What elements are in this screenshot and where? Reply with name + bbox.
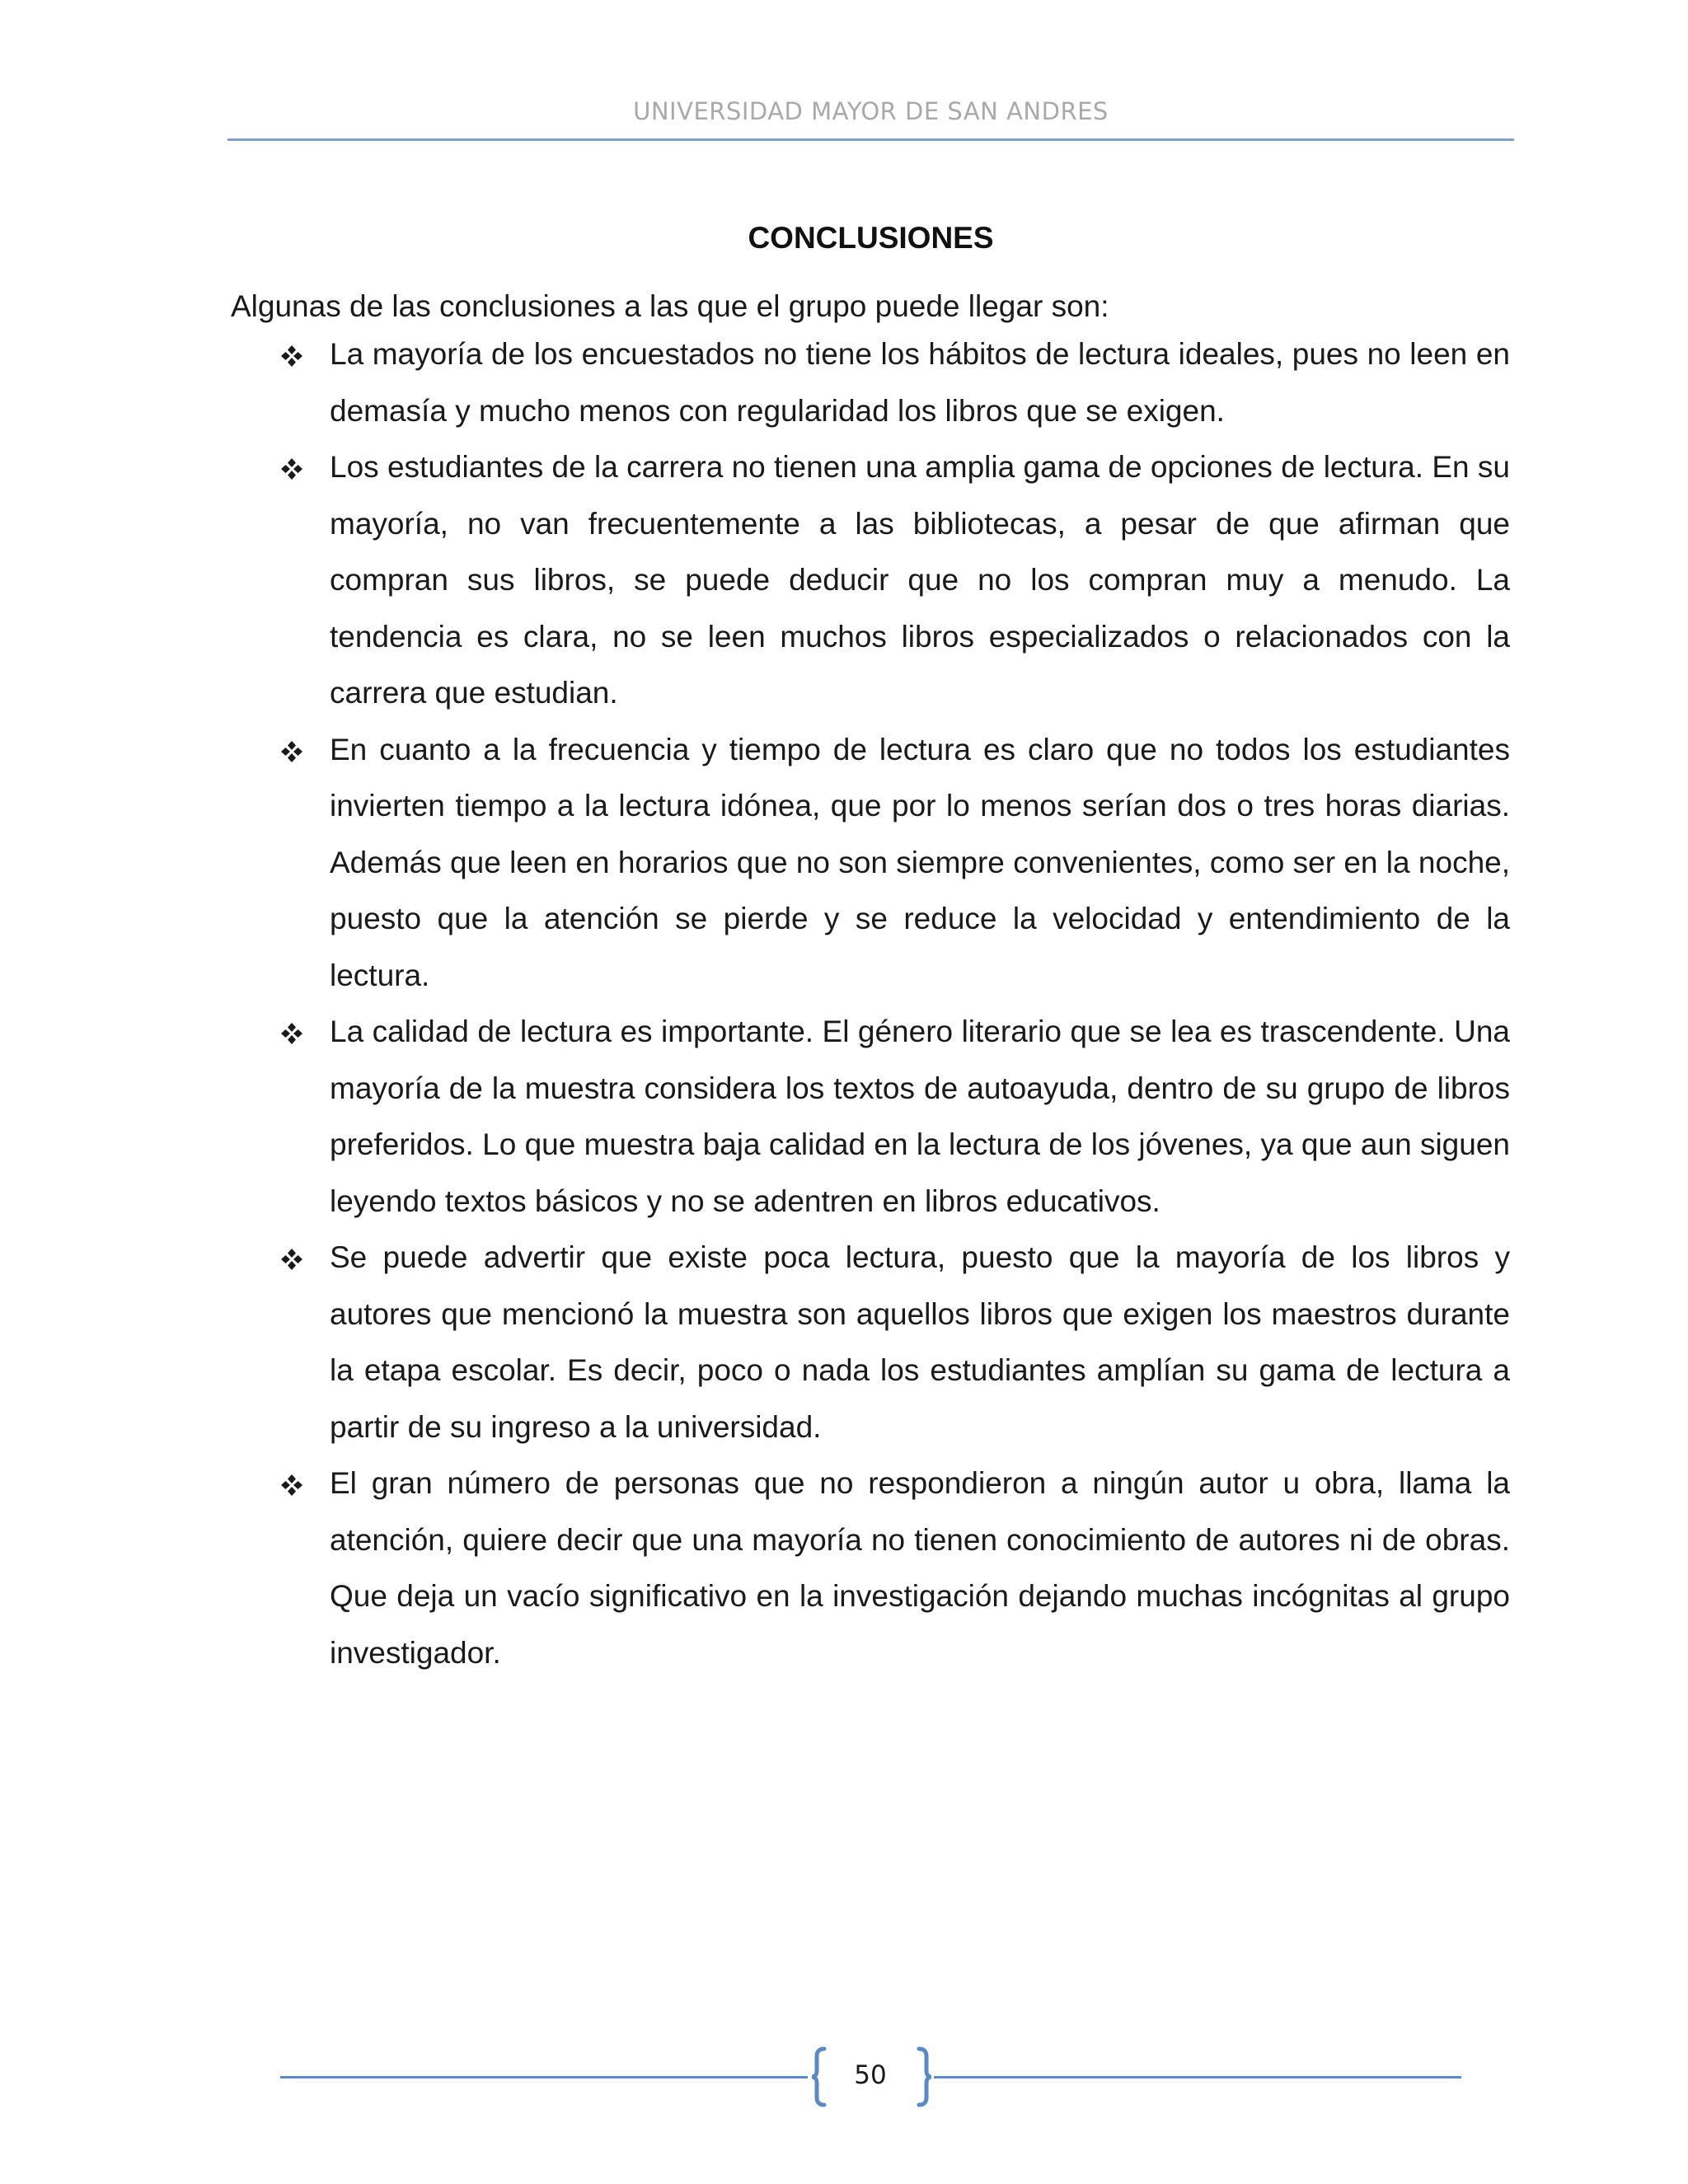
list-item-text: El gran número de personas que no respondieron a ningún autor u obra, llama la atención, quiere decir que una mayoría no tienen conocimiento de autores ni de obras. Que deja un vacío significativo en la investigación dejando muchas incógnitas al grupo investigador. [330, 1466, 1510, 1670]
list-item [330, 1004, 1510, 1230]
list-item-text: La mayoría de los encuestados no tiene los hábitos de lectura ideales, pues no leen en demasía y mucho menos con regularidad los libros que se exigen. [330, 337, 1510, 428]
four-diamond-bullet-icon [280, 1474, 303, 1497]
list-item [330, 1455, 1510, 1681]
four-diamond-bullet-icon [280, 740, 303, 763]
four-diamond-bullet-icon [280, 1248, 303, 1271]
conclusions-list [330, 326, 1510, 1681]
section-title: CONCLUSIONES [748, 221, 994, 255]
right-curly-bracket-icon [916, 2046, 934, 2107]
four-diamond-bullet-icon [280, 1022, 303, 1045]
list-item [330, 722, 1510, 1005]
footer-rule-right [934, 2076, 1461, 2079]
running-header: UNIVERSIDAD MAYOR DE SAN ANDRES [633, 97, 1109, 125]
four-diamond-bullet-icon [280, 457, 303, 480]
list-item-text: Los estudiantes de la carrera no tienen una amplia gama de opciones de lectura. En su mayoría, no van frecuentemente a las bibliotecas, a pesar de que afirman que compran sus libros, se puede deducir que no los compran muy a menudo. La tendencia es clara, no se leen muchos libros especializados o relacionados con la carrera que estudian. [330, 450, 1510, 710]
list-item [330, 439, 1510, 722]
list-item-text: En cuanto a la frecuencia y tiempo de lectura es claro que no todos los estudiantes invierten tiempo a la lectura idónea, que por lo menos serían dos o tres horas diarias. Además que leen en horarios que no son siempre convenientes, como ser en la noche, puesto que la atención se pierde y se reduce la velocidad y entendimiento de la lectura. [330, 732, 1510, 992]
page-number: 50 [854, 2060, 887, 2090]
header-rule [227, 138, 1514, 141]
list-item-text: La calidad de lectura es importante. El género literario que se lea es trascendente. Una mayoría de la muestra considera los textos de autoayuda, dentro de su grupo de libros preferidos. Lo que muestra baja calidad en la lectura de los jóvenes, ya que aun siguen leyendo textos básicos y no se adentren en libros educativos. [330, 1015, 1510, 1218]
list-item [330, 1230, 1510, 1455]
footer-rule-left [280, 2076, 808, 2079]
list-item [330, 326, 1510, 439]
intro-paragraph: Algunas de las conclusiones a las que el grupo puede llegar son: [231, 289, 1109, 323]
four-diamond-bullet-icon [280, 344, 303, 368]
list-item-text: Se puede advertir que existe poca lectura, puesto que la mayoría de los libros y autores que mencionó la muestra son aquellos libros que exigen los maestros durante la etapa escolar. Es decir, poco o nada los estudiantes amplían su gama de lectura a partir de su ingreso a la universidad. [330, 1240, 1510, 1444]
